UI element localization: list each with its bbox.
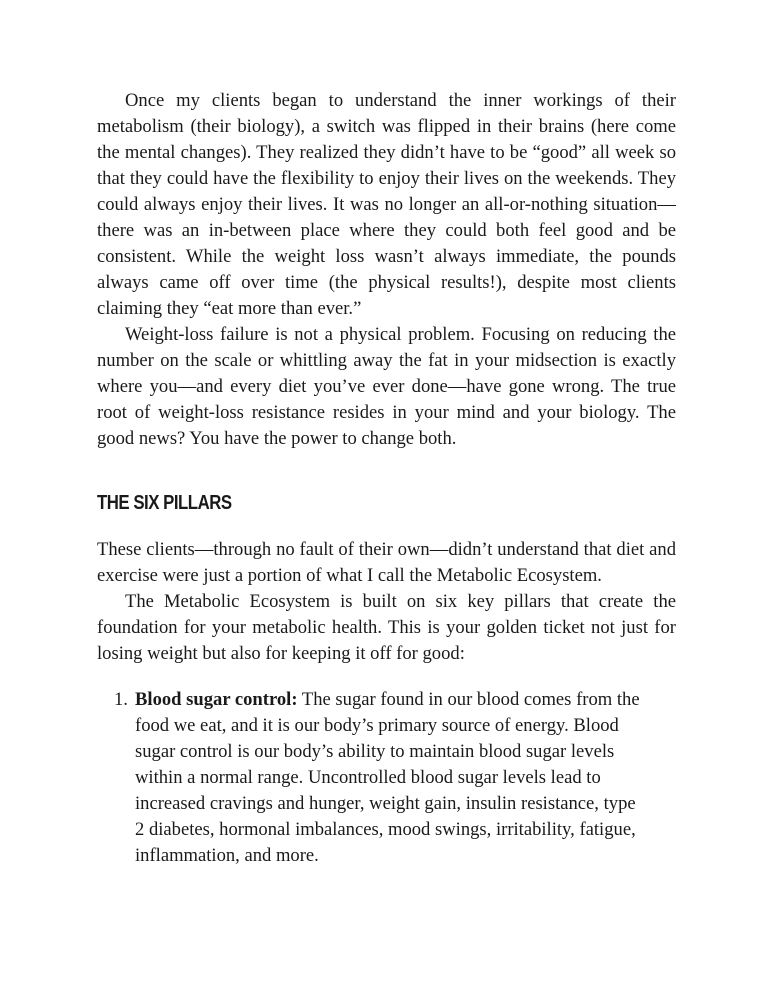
- body-paragraph: These clients—through no fault of their own—didn’t understand that diet and exercise were just a portion of what I call the Metabolic Ecosystem.: [97, 539, 676, 586]
- pillars-list: [97, 687, 676, 869]
- section-heading: THE SIX PILLARS: [97, 491, 232, 514]
- list-item: [97, 687, 645, 869]
- body-paragraph: Weight-loss failure is not a physical problem. Focusing on reducing the number on the scale or whittling away the fat in your midsection is exactly where you—and every diet you’ve ever done—have gone wrong. The true root of weight-loss resistance resides in your mind and your biology. The good news? You have the power to change both.: [97, 324, 676, 449]
- list-number: 1.: [114, 689, 128, 710]
- body-paragraph: The Metabolic Ecosystem is built on six key pillars that create the foundation for your metabolic health. This is your golden ticket not just for losing weight but also for keeping it off for good:: [97, 591, 676, 664]
- book-page: [97, 88, 676, 869]
- list-term: Blood sugar control:: [135, 689, 298, 710]
- list-text: The sugar found in our blood comes from the food we eat, and it is our body’s primary source of energy. Blood sugar control is our body’s ability to maintain blood sugar levels within a normal range. Uncontrolled blood sugar levels lead to increased cravings and hunger, weight gain, insulin resistance, type 2 diabetes, hormonal imbalances, mood swings, irritability, fatigue, inflammation, and more.: [135, 689, 640, 866]
- body-paragraph: Once my clients began to understand the inner workings of their metabolism (their biology), a switch was flipped in their brains (here come the mental changes). They realized they didn’t have to be “good” all week so that they could have the flexibility to enjoy their lives on the weekends. They could always enjoy their lives. It was no longer an all-or-nothing situation—there was an in-between place where they could both feel good and be consistent. While the weight loss wasn’t always immediate, the pounds always came off over time (the physical results!), despite most clients claiming they “eat more than ever.”: [97, 90, 676, 319]
